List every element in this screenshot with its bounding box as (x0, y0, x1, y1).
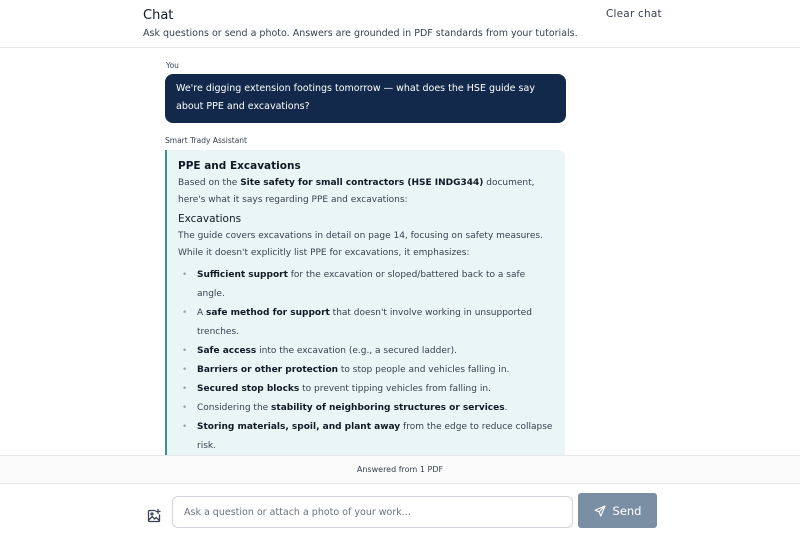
list-item: • Barriers or other protection to stop people and vehicles falling in. (178, 361, 555, 380)
user-sender-label: You (166, 61, 179, 70)
section-text-excavations: The guide covers excavations in detail on page 14, focusing on safety measures. While it doesn't explicitly list PPE for excavations, it emphasizes: (178, 231, 543, 258)
attach-photo-button[interactable] (146, 508, 162, 524)
page-subtitle: Ask questions or send a photo. Answers are grounded in PDF standards from your tutorials. (143, 28, 578, 39)
list-item: • A safe method for support that doesn't involve working in unsupported trenches. (178, 304, 555, 342)
message-input[interactable] (172, 496, 573, 528)
list-item: • Sufficient support for the excavation or sloped/battered back to a safe angle. (178, 266, 555, 304)
send-button[interactable] (578, 493, 657, 528)
message-composer (0, 483, 800, 535)
list-item: • Considering the stability of neighboring structures or services. (178, 399, 555, 418)
send-label: Send (612, 503, 642, 518)
assistant-message (165, 150, 565, 455)
sources-footer: Answered from 1 PDF (0, 455, 800, 483)
answer-heading: PPE and Excavations (178, 160, 301, 172)
list-item: • Safe access into the excavation (e.g., a secured ladder). (178, 342, 555, 361)
list-item: • Secured stop blocks to prevent tipping vehicles from falling in. (178, 380, 555, 399)
list-item: • Storing materials, spoil, and plant away from the edge to reduce collapse risk. (178, 418, 555, 455)
excavation-measures-list (178, 266, 555, 455)
clear-chat-button[interactable]: Clear chat (606, 8, 662, 20)
answer-intro: Based on the Site safety for small contractors (HSE INDG344) document, here's what it says regarding PPE and excavations: (178, 178, 535, 205)
image-plus-icon (146, 508, 162, 524)
paper-plane-icon (594, 505, 606, 517)
chat-transcript[interactable] (0, 49, 800, 455)
user-message: We're digging extension footings tomorrow — what does the HSE guide say about PPE and excavations? (165, 74, 566, 123)
assistant-sender-label: Smart Trady Assistant (165, 136, 247, 145)
section-heading-excavations: Excavations (178, 213, 242, 225)
chat-header (0, 0, 800, 48)
source-document-name: Site safety for small contractors (HSE INDG344) (240, 178, 484, 188)
page-title: Chat (143, 8, 174, 23)
